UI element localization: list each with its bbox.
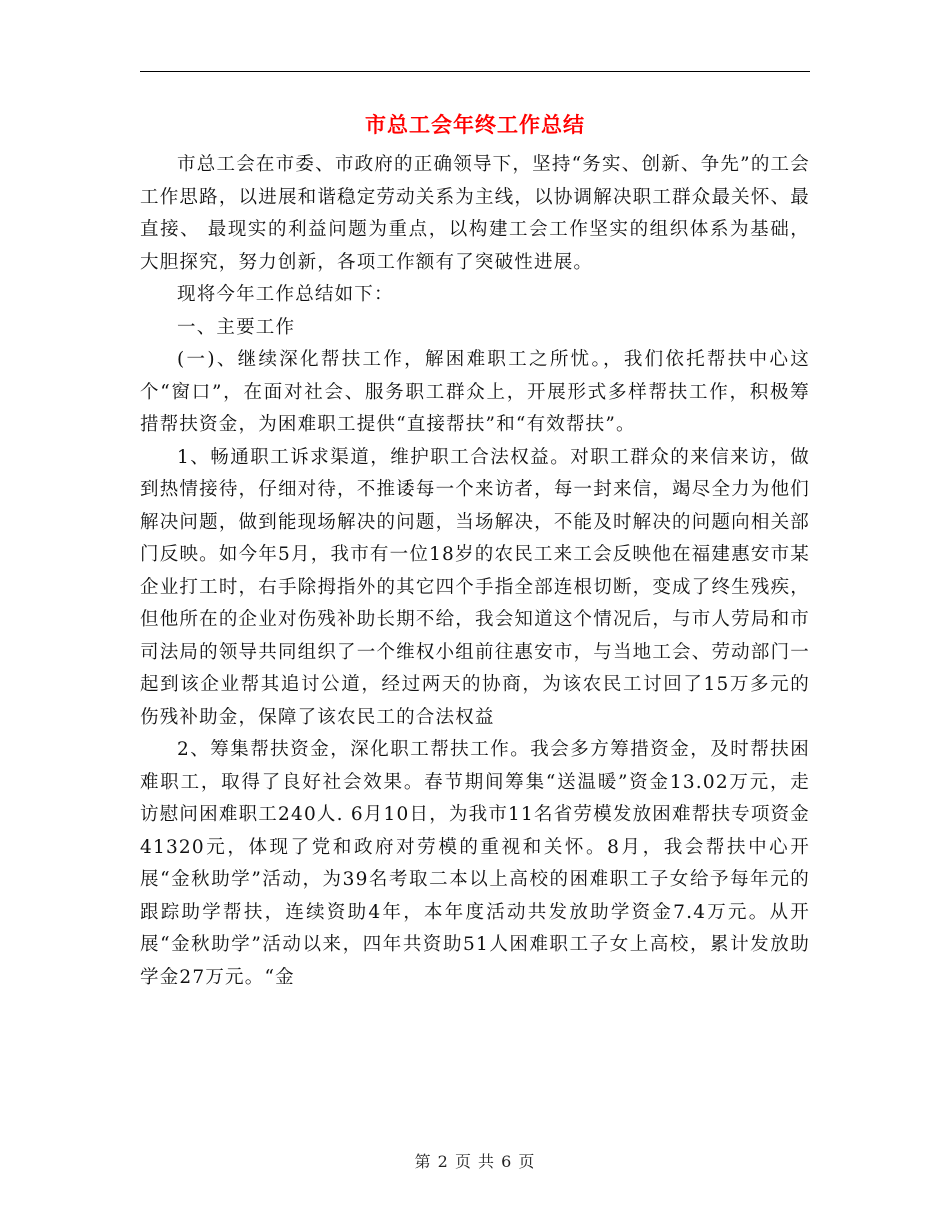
- paragraph-intro: 市总工会在市委、市政府的正确领导下，坚持“务实、创新、争先”的工会工作思路，以进展和谐稳定劳动关系为主线，以协调解决职工群众最关怀、最直接、 最现实的利益问题为重点，以构建工会工作坚实的组织体系为基础，大胆探究，努力创新，各项工作额有了突破性进展。: [140, 154, 810, 273]
- header-rule: [140, 71, 810, 72]
- section-heading-main-work: 一、主要工作: [177, 316, 296, 338]
- paragraph-assistance-work: (一)、继续深化帮扶工作，解困难职工之所忧。，我们依托帮扶中心这个“窗口”，在面对社会、服务职工群众上，开展形式多样帮扶工作，积极筹措帮扶资金，为困难职工提供“直接帮扶”和“有效帮扶”。: [140, 349, 810, 435]
- paragraph-summary-lead: 现将今年工作总结如下：: [177, 284, 394, 305]
- page-number-footer: 第 2 页 共 6 页: [414, 1152, 536, 1171]
- document-body: [140, 149, 810, 994]
- paragraph-item-1: 1、畅通职工诉求渠道，维护职工合法权益。对职工群众的来信来访，做到热情接待，仔细对待，不推诿每一个来访者，每一封来信，竭尽全力为他们解决问题，做到能现场解决的问题，当场解决，不能及时解决的问题向相关部门反映。如今年5月，我市有一位18岁的农民工来工会反映他在福建惠安市某企业打工时，右手除拇指外的其它四个手指全部连根切断，变成了终生残疾，但他所在的企业对伤残补助长期不给，我会知道这个情况后，与市人劳局和市司法局的领导共同组织了一个维权小组前往惠安市，与当地工会、劳动部门一起到该企业帮其追讨公道，经过两天的协商，为该农民工讨回了15万多元的伤残补助金，保障了该农民工的合法权益: [140, 446, 810, 728]
- document-title: 市总工会年终工作总结: [365, 112, 585, 137]
- paragraph-item-2: 2、筹集帮扶资金，深化职工帮扶工作。我会多方筹措资金，及时帮扶困难职工，取得了良好社会效果。春节期间筹集“送温暖”资金13.02万元，走访慰问困难职工240人. 6月10日，为我市11名省劳模发放困难帮扶专项资金41320元，体现了党和政府对劳模的重视和关怀。8月，我会帮扶中心开展“金秋助学”活动，为39名考取二本以上高校的困难职工子女给予每年元的跟踪助学帮扶，连续资助4年，本年度活动共发放助学资金7.4万元。从开展“金秋助学”活动以来，四年共资助51人困难职工子女上高校，累计发放助学金27万元。“金: [140, 739, 810, 988]
